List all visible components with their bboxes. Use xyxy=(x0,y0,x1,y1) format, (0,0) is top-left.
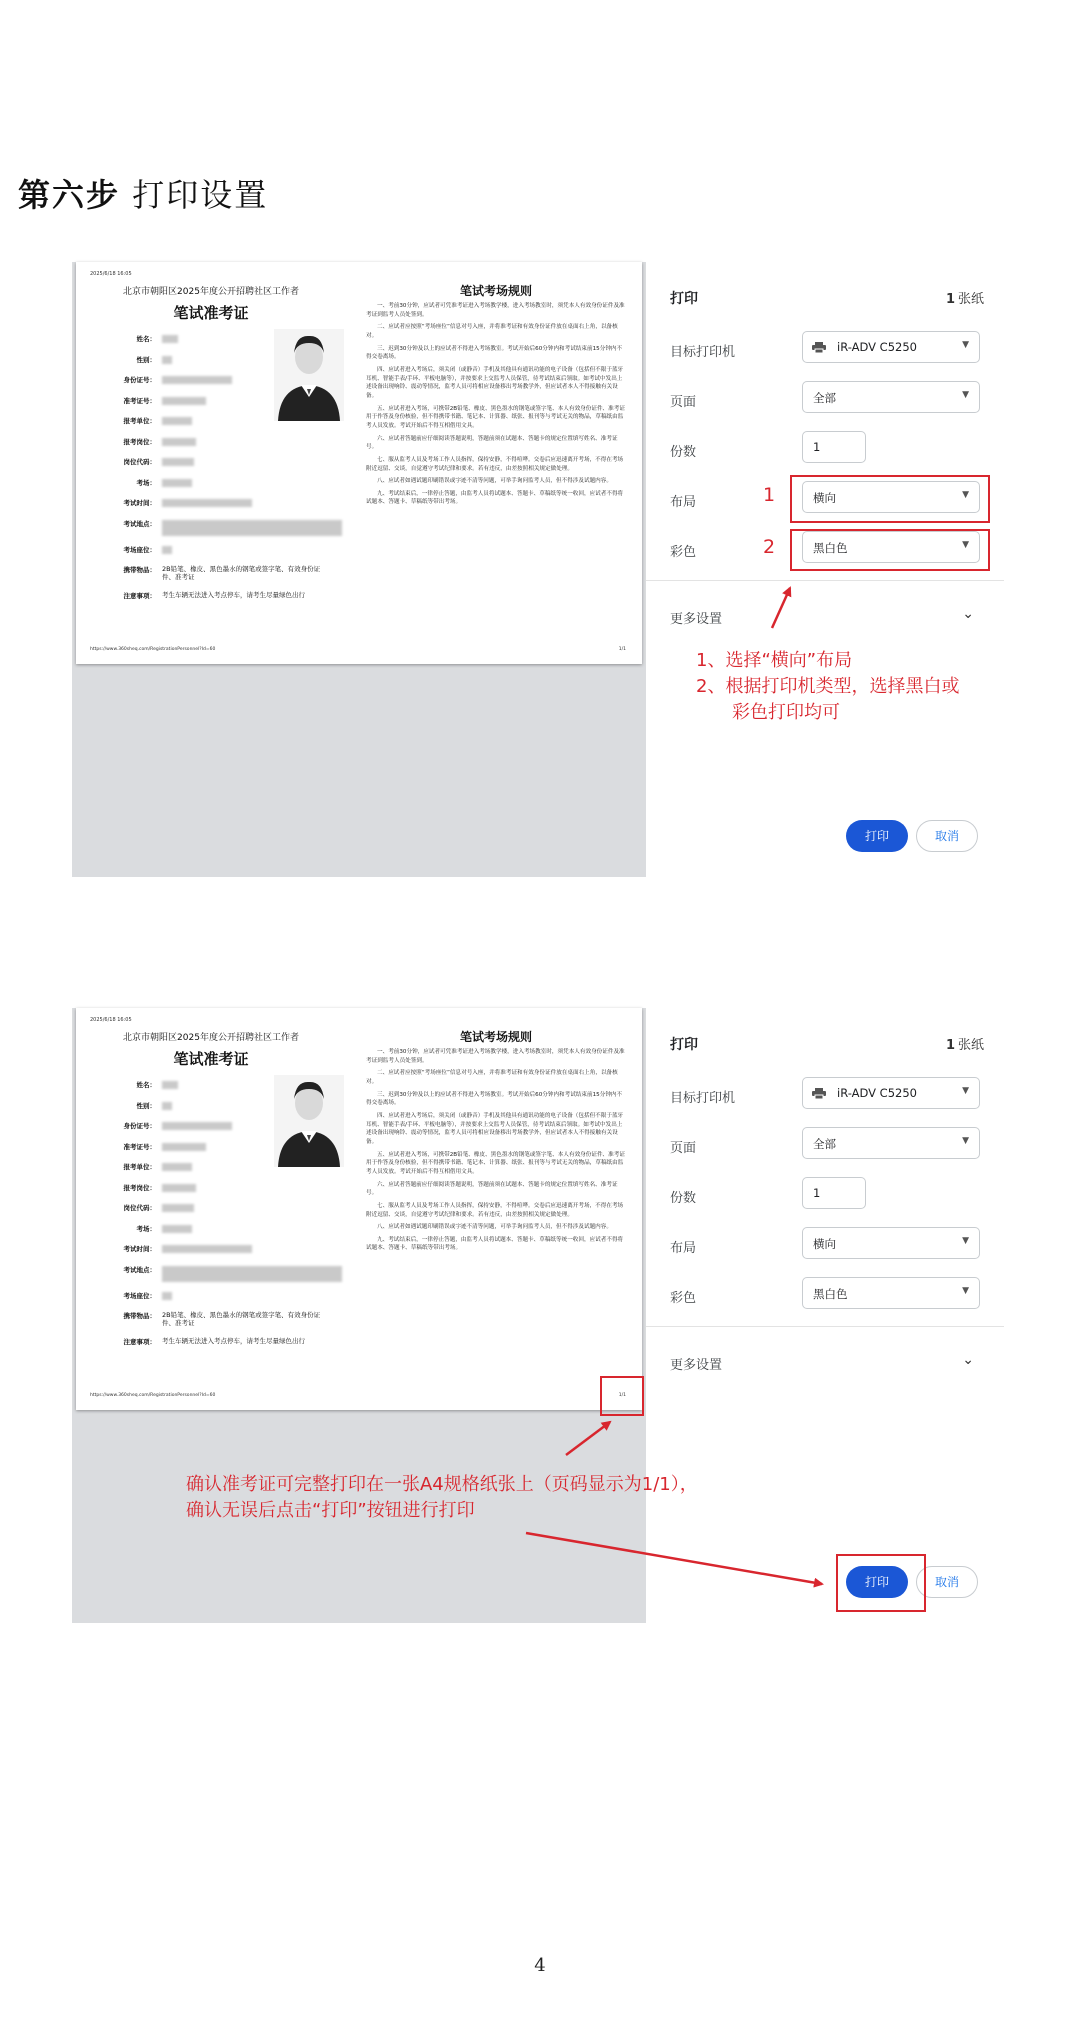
chevron-down-icon[interactable]: ⌄ xyxy=(962,1352,974,1368)
layout-row xyxy=(670,1227,986,1263)
ticket-field xyxy=(90,591,350,612)
rule-paragraph: 九、考试结束后，一律停止答题，由监考人员将试题本、答题卡、草稿纸等统一收回，应试者不得将试题本、答题卡、草稿纸等带出考场。 xyxy=(366,1236,624,1252)
ticket-title: 笔试准考证 xyxy=(173,1050,249,1068)
field-label: 报考岗位： xyxy=(123,437,156,446)
copies-value: 1 xyxy=(813,440,821,454)
cancel-button[interactable]: 取消 xyxy=(916,820,978,852)
field-label: 考场： xyxy=(136,1224,156,1233)
field-label: 携带物品： xyxy=(123,1312,156,1320)
ticket-field xyxy=(90,545,350,566)
ticket-fields xyxy=(90,334,350,612)
field-label: 岗位代码： xyxy=(123,458,156,466)
rule-paragraph: 五、应试者进入考场，可携带2B铅笔、橡皮、黑色墨水的钢笔或签字笔、本人有效身份证件、准考证用于作答及身份核验，但不得携带书籍、笔记本、计算器、纸张、报刊等与考试无关的物品，草稿纸由监考人员发放。考试开始后不得互相借用文具。 xyxy=(366,1151,625,1175)
redacted-value xyxy=(162,1122,232,1130)
step-heading xyxy=(18,170,268,216)
printer-select[interactable] xyxy=(802,331,980,363)
redacted-value xyxy=(162,438,196,446)
field-label: 注意事项： xyxy=(123,1338,156,1346)
note2-line2: 确认无误后点击“打印”按钮进行打印 xyxy=(186,1500,475,1522)
field-label: 姓名： xyxy=(136,335,156,343)
redacted-value xyxy=(162,546,172,554)
ticket-field xyxy=(90,437,350,458)
divider xyxy=(646,580,1004,581)
chevron-down-icon: ▼ xyxy=(962,1286,969,1296)
note1-line3: 彩色打印均可 xyxy=(732,702,840,724)
ticket-field xyxy=(90,457,350,478)
print-date: 2025/6/18 16:05 xyxy=(90,1017,132,1023)
redacted-value xyxy=(162,376,232,384)
pages-row xyxy=(670,1127,986,1163)
layout-value: 横向 xyxy=(813,491,836,505)
sheet-count xyxy=(946,1034,984,1053)
org-name: 北京市朝阳区2025年度公开招聘社区工作者 xyxy=(123,287,299,297)
redacted-value xyxy=(162,1163,192,1171)
ticket-field xyxy=(90,519,350,545)
print-button[interactable]: 打印 xyxy=(846,820,908,852)
field-label: 考场座位： xyxy=(123,1291,156,1300)
layout-label: 布局 xyxy=(670,1241,697,1256)
field-value: 2B铅笔、橡皮、黑色墨水的钢笔或签字笔、有效身份证件、准考证 xyxy=(162,1311,321,1328)
redacted-value xyxy=(162,479,192,487)
color-label: 彩色 xyxy=(670,545,697,560)
field-label: 报考岗位： xyxy=(123,1183,156,1192)
field-label: 考场座位： xyxy=(123,545,156,554)
chevron-down-icon: ▼ xyxy=(962,1136,969,1146)
note2-line1: 确认准考证可完整打印在一张A4规格纸张上（页码显示为1/1）， xyxy=(186,1474,698,1495)
ticket-field xyxy=(90,565,350,591)
printer-value: iR-ADV C5250 xyxy=(837,340,917,354)
color-row xyxy=(670,1277,986,1313)
ticket-field xyxy=(90,1244,350,1265)
chevron-down-icon: ▼ xyxy=(962,540,969,550)
ticket-fields xyxy=(90,1080,350,1358)
rule-paragraph: 八、应试者如遇试题印刷错误或字迹不清等问题，可举手询问监考人员，但不得涉及试题内容。 xyxy=(377,478,612,485)
rule-paragraph: 六、应试者答题前应仔细阅读答题说明，答题前须在试题本、答题卡的规定位置填写姓名、准考证号。 xyxy=(366,1181,618,1197)
rule-paragraph: 二、应试者应按照“考场座位”信息对号入座，并将准考证和有效身份证件放在桌面右上角，以备核对。 xyxy=(366,324,618,339)
page-url: https://www.360sheq.com/RegistrationPersonnel?Id=60 xyxy=(90,1393,216,1398)
redacted-value xyxy=(162,1143,206,1151)
ticket-field xyxy=(90,1311,350,1337)
page-number-highlight-box xyxy=(600,1376,644,1416)
pages-label: 页面 xyxy=(670,395,697,410)
rules-title: 笔试考场规则 xyxy=(459,1030,532,1044)
copies-value: 1 xyxy=(813,1186,821,1200)
ticket-field xyxy=(90,1121,350,1142)
page-indicator: 1/1 xyxy=(618,647,626,652)
redacted-value xyxy=(162,1266,342,1282)
redacted-value xyxy=(162,356,172,364)
rule-paragraph: 二、应试者应按照“考场座位”信息对号入座，并将准考证和有效身份证件放在桌面右上角，以备核对。 xyxy=(366,1070,618,1085)
page-indicator: 1/1 xyxy=(618,1393,626,1398)
ticket-field xyxy=(90,1080,350,1101)
chevron-down-icon: ▼ xyxy=(962,1086,969,1096)
layout-value: 横向 xyxy=(813,1237,836,1251)
cancel-button[interactable]: 取消 xyxy=(916,1566,978,1598)
printer-label: 目标打印机 xyxy=(670,345,736,360)
redacted-value xyxy=(162,1081,178,1089)
rule-paragraph: 九、考试结束后，一律停止答题，由监考人员将试题本、答题卡、草稿纸等统一收回，应试者不得将试题本、答题卡、草稿纸等带出考场。 xyxy=(366,490,624,506)
field-label: 携带物品： xyxy=(123,566,156,574)
chevron-down-icon: ▼ xyxy=(962,390,969,400)
copies-label: 份数 xyxy=(670,445,697,460)
printer-select[interactable] xyxy=(802,1077,980,1109)
rule-paragraph: 一、考前30分钟，应试者可凭准考证进入考场教学楼，进入考场教室时，须凭本人有效身份证件及准考证到监考人员处签到。 xyxy=(366,303,625,318)
ticket-field xyxy=(90,1162,350,1183)
pages-select[interactable] xyxy=(802,381,980,413)
rule-paragraph: 一、考前30分钟，应试者可凭准考证进入考场教学楼，进入考场教室时，须凭本人有效身份证件及准考证到监考人员处签到。 xyxy=(366,1049,625,1064)
color-highlight-box xyxy=(790,529,990,571)
printer-row xyxy=(670,331,986,367)
redacted-value xyxy=(162,335,178,343)
step-number: 第六步 xyxy=(18,176,121,214)
pages-value: 全部 xyxy=(813,1137,836,1151)
ticket-field xyxy=(90,1101,350,1122)
layout-highlight-box xyxy=(790,475,990,523)
page-url: https://www.360sheq.com/RegistrationPersonnel?Id=60 xyxy=(90,647,216,652)
ticket-field xyxy=(90,396,350,417)
pages-row xyxy=(670,381,986,417)
redacted-value xyxy=(162,417,192,425)
note1-line1: 1、选择“横向”布局 xyxy=(696,650,853,671)
rule-paragraph: 三、迟到30分钟及以上的应试者不得进入考场教室。考试开始后60分钟内和考试结束前15分钟内不得交卷离场。 xyxy=(366,1091,623,1107)
more-settings[interactable]: 更多设置 xyxy=(670,612,723,627)
ticket-field xyxy=(90,355,350,376)
redacted-value xyxy=(162,1204,194,1212)
print-screenshot-2 xyxy=(72,1008,1004,1623)
print-date: 2025/6/18 16:05 xyxy=(90,271,132,277)
pages-select[interactable] xyxy=(802,1127,980,1159)
instruction-note-1 xyxy=(696,648,959,726)
printer-value: iR-ADV C5250 xyxy=(837,1086,917,1100)
note1-line2: 2、根据打印机类型，选择黑白或 xyxy=(696,676,960,698)
ticket-field xyxy=(90,1142,350,1163)
rule-paragraph: 四、应试者进入考场后，须关闭（或静音）手机及其他具有通讯功能的电子设备（包括但不限于蓝牙耳机、智能手表/手环、平板电脑等），并按要求上交监考人员保管，待考试结束后领取。如考试中发出上述设备出现响铃、震动等情况，监考人员可将相应设备移出考场教学外，但应试者本人不得接触有关设备。 xyxy=(366,1112,624,1145)
redacted-value xyxy=(162,1292,172,1300)
rule-paragraph: 八、应试者如遇试题印刷错误或字迹不清等问题，可举手询问监考人员，但不得涉及试题内容。 xyxy=(377,1224,612,1231)
rule-paragraph: 七、服从监考人员及考场工作人员指挥，保持安静，不得喧哗。交卷后应迅速离开考场，不得在考场附近逗留、交谈，自觉遵守考试纪律和要求。若有违反，由差按照相关规定做处理。 xyxy=(366,456,624,472)
rule-paragraph: 四、应试者进入考场后，须关闭（或静音）手机及其他具有通讯功能的电子设备（包括但不限于蓝牙耳机、智能手表/手环、平板电脑等），并按要求上交监考人员保管，待考试结束后领取。如考试中发出上述设备出现响铃、震动等情况，监考人员可将相应设备移出考场教学外，但应试者本人不得接触有关设备。 xyxy=(366,366,624,399)
print-settings-panel xyxy=(646,1008,1004,1623)
copies-input[interactable] xyxy=(802,1177,866,1209)
redacted-value xyxy=(162,1225,192,1233)
printer-icon xyxy=(812,1088,826,1099)
print-button-highlight-box xyxy=(836,1554,926,1612)
step-title: 打印设置 xyxy=(132,176,269,214)
field-label: 考试时间： xyxy=(123,499,156,507)
copies-row xyxy=(670,1177,986,1213)
print-title: 打印 xyxy=(670,1037,698,1053)
field-label: 考场： xyxy=(136,478,156,487)
field-label: 岗位代码： xyxy=(123,1204,156,1212)
field-label: 性别： xyxy=(136,355,156,364)
redacted-value xyxy=(162,1184,196,1192)
rules-text xyxy=(366,1048,626,1257)
marker-1: 1 xyxy=(763,484,776,506)
ticket-title: 笔试准考证 xyxy=(173,304,249,322)
sheet-count-unit: 张纸 xyxy=(957,1038,984,1053)
rules-text xyxy=(366,302,626,511)
rule-paragraph: 五、应试者进入考场，可携带2B铅笔、橡皮、黑色墨水的钢笔或签字笔、本人有效身份证件、准考证用于作答及身份核验，但不得携带书籍、笔记本、计算器、纸张、报刊等与考试无关的物品，草稿纸由监考人员发放。考试开始后不得互相借用文具。 xyxy=(366,405,625,429)
sheet-count-number: 1 xyxy=(945,292,955,307)
field-label: 性别： xyxy=(136,1101,156,1110)
chevron-down-icon[interactable]: ⌄ xyxy=(962,606,974,622)
redacted-value xyxy=(162,458,194,466)
field-label: 报考单位： xyxy=(123,1163,156,1171)
marker-2: 2 xyxy=(763,536,776,558)
print-title: 打印 xyxy=(670,291,698,307)
field-label: 考试地点： xyxy=(123,519,156,528)
ticket-field xyxy=(90,334,350,355)
rule-paragraph: 三、迟到30分钟及以上的应试者不得进入考场教室。考试开始后60分钟内和考试结束前15分钟内不得交卷离场。 xyxy=(366,345,623,361)
ticket-field xyxy=(90,1291,350,1312)
print-preview-area xyxy=(72,1008,646,1623)
sheet-count-unit: 张纸 xyxy=(957,292,984,307)
ticket-field xyxy=(90,1224,350,1245)
field-label: 考试地点： xyxy=(123,1265,156,1274)
field-label: 身份证号： xyxy=(123,376,156,384)
field-label: 姓名： xyxy=(136,1081,156,1089)
printer-row xyxy=(670,1077,986,1113)
layout-select[interactable] xyxy=(802,1227,980,1259)
ticket-field xyxy=(90,1265,350,1291)
chevron-down-icon: ▼ xyxy=(962,340,969,350)
color-value: 黑白色 xyxy=(813,541,848,555)
print-button[interactable]: 打印 xyxy=(846,1566,908,1598)
redacted-value xyxy=(162,1102,172,1110)
layout-label: 布局 xyxy=(670,495,697,510)
ticket-field xyxy=(90,1183,350,1204)
field-label: 身份证号： xyxy=(123,1122,156,1130)
redacted-value xyxy=(162,1245,252,1253)
field-label: 准考证号： xyxy=(123,396,156,405)
field-label: 报考单位： xyxy=(123,417,156,425)
page-number: 4 xyxy=(534,1955,546,1976)
sheet-count-number: 1 xyxy=(945,1038,955,1053)
copies-row xyxy=(670,431,986,467)
field-label: 考试时间： xyxy=(123,1245,156,1253)
ticket-field xyxy=(90,1337,350,1358)
rule-paragraph: 六、应试者答题前应仔细阅读答题说明，答题前须在试题本、答题卡的规定位置填写姓名、准考证号。 xyxy=(366,435,618,451)
color-select[interactable] xyxy=(802,1277,980,1309)
rules-title: 笔试考场规则 xyxy=(459,284,532,298)
print-preview-area xyxy=(72,262,646,877)
field-value: 考生车辆无法进入考点停车，请考生尽量绿色出行 xyxy=(162,591,305,599)
rule-paragraph: 七、服从监考人员及考场工作人员指挥，保持安静，不得喧哗。交卷后应迅速离开考场，不得在考场附近逗留、交谈，自觉遵守考试纪律和要求。若有违反，由差按照相关规定做处理。 xyxy=(366,1202,624,1218)
copies-label: 份数 xyxy=(670,1191,697,1206)
field-value: 考生车辆无法进入考点停车，请考生尽量绿色出行 xyxy=(162,1337,305,1345)
field-label: 注意事项： xyxy=(123,592,156,600)
field-label: 准考证号： xyxy=(123,1142,156,1151)
redacted-value xyxy=(162,397,206,405)
chevron-down-icon: ▼ xyxy=(962,490,969,500)
pages-value: 全部 xyxy=(813,391,836,405)
instruction-note-2 xyxy=(186,1472,698,1524)
sheet-count xyxy=(946,288,984,307)
field-value: 2B铅笔、橡皮、黑色墨水的钢笔或签字笔、有效身份证件、准考证 xyxy=(162,565,321,582)
color-value: 黑白色 xyxy=(813,1287,848,1301)
preview-sheet xyxy=(76,262,642,664)
copies-input[interactable] xyxy=(802,431,866,463)
color-label: 彩色 xyxy=(670,1291,697,1306)
printer-icon xyxy=(812,342,826,353)
ticket-field xyxy=(90,375,350,396)
printer-label: 目标打印机 xyxy=(670,1091,736,1106)
ticket-field xyxy=(90,478,350,499)
org-name: 北京市朝阳区2025年度公开招聘社区工作者 xyxy=(123,1033,299,1043)
ticket-field xyxy=(90,1203,350,1224)
pages-label: 页面 xyxy=(670,1141,697,1156)
chevron-down-icon: ▼ xyxy=(962,1236,969,1246)
divider xyxy=(646,1326,1004,1327)
ticket-field xyxy=(90,498,350,519)
redacted-value xyxy=(162,499,252,507)
more-settings[interactable]: 更多设置 xyxy=(670,1358,723,1373)
ticket-field xyxy=(90,416,350,437)
redacted-value xyxy=(162,520,342,536)
preview-sheet xyxy=(76,1008,642,1410)
